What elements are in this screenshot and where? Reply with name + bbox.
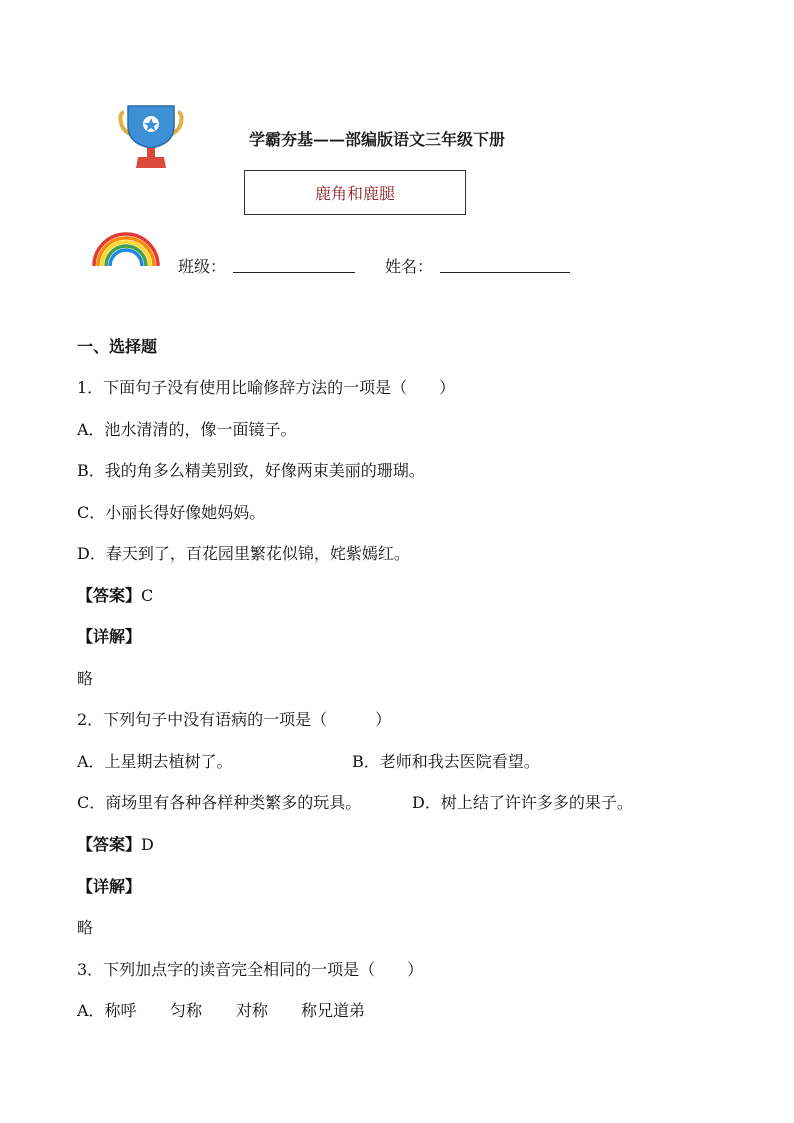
question-2-option-d: D．树上结了许许多多的果子。 [412,793,633,812]
question-3-option-a-word-1: A．称呼 [77,1001,137,1020]
class-label: 班级： [178,257,227,276]
name-field[interactable] [440,272,570,273]
section-title: 一、选择题 [77,337,158,356]
answer-value: D [141,835,154,854]
answer-label: 【答案】 [77,586,142,605]
question-1-option-b: B．我的角多么精美别致，好像两束美丽的珊瑚。 [77,461,425,480]
question-1-option-c: C．小丽长得好像她妈妈。 [77,503,266,522]
question-1-stem: 1．下面句子没有使用比喻修辞方法的一项是（ ） [77,378,456,397]
class-field[interactable] [233,272,355,273]
answer-value: C [141,586,154,605]
question-2-analysis-label: 【详解】 [77,877,142,896]
question-2-stem: 2．下列句子中没有语病的一项是（ ） [77,710,392,729]
question-2-option-b: B．老师和我去医院看望。 [352,752,540,771]
rainbow-icon [90,228,162,268]
trophy-icon [118,104,184,170]
answer-label: 【答案】 [77,835,142,854]
question-2-analysis-text: 略 [77,918,94,937]
question-2-answer [77,835,154,855]
question-3-option-a-word-3: 对称 [236,1001,269,1020]
question-1-answer [77,586,153,606]
lesson-title-box [244,170,466,215]
question-1-option-a: A．池水清清的，像一面镜子。 [77,420,297,439]
question-1-analysis-text: 略 [77,669,94,688]
question-2-option-a: A．上星期去植树了。 [77,752,233,771]
question-3-stem: 3．下列加点字的读音完全相同的一项是（ ） [77,960,424,979]
question-2-option-c: C．商场里有各种各样种类繁多的玩具。 [77,793,362,812]
name-label: 姓名： [385,257,434,276]
lesson-title: 鹿角和鹿腿 [314,184,395,203]
question-1-option-d: D．春天到了，百花园里繁花似锦，姹紫嫣红。 [77,544,410,563]
question-3-option-a-word-2: 匀称 [170,1001,203,1020]
question-1-analysis-label: 【详解】 [77,627,142,646]
document-header-title: 学霸夯基——部编版语文三年级下册 [249,130,506,149]
question-3-option-a-word-4: 称兄道弟 [301,1001,366,1020]
